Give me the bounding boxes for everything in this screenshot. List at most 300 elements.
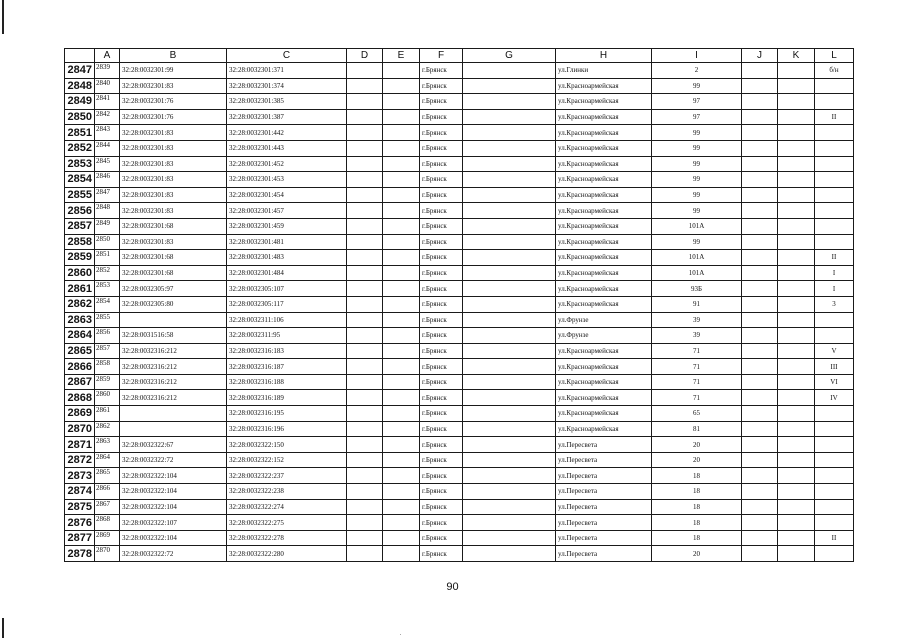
- cell-f[interactable]: г.Брянск: [420, 172, 463, 188]
- cell-c[interactable]: 32:28:0032301:454: [227, 187, 347, 203]
- cell-a[interactable]: 2857: [95, 343, 120, 359]
- cell-d[interactable]: [347, 515, 383, 531]
- cell-k[interactable]: [778, 265, 815, 281]
- cell-e[interactable]: [383, 234, 420, 250]
- cell-h[interactable]: ул.Фрунзе: [556, 312, 652, 328]
- cell-i[interactable]: 39: [652, 328, 742, 344]
- cell-e[interactable]: [383, 172, 420, 188]
- column-header[interactable]: C: [227, 49, 347, 63]
- row-number[interactable]: 2862: [65, 296, 95, 312]
- cell-f[interactable]: г.Брянск: [420, 530, 463, 546]
- cell-f[interactable]: г.Брянск: [420, 281, 463, 297]
- cell-h[interactable]: ул.Красноармейская: [556, 359, 652, 375]
- cell-e[interactable]: [383, 468, 420, 484]
- cell-j[interactable]: [742, 296, 778, 312]
- cell-b[interactable]: 32:28:0032301:83: [120, 187, 227, 203]
- column-header[interactable]: I: [652, 49, 742, 63]
- cell-h[interactable]: ул.Красноармейская: [556, 140, 652, 156]
- cell-l[interactable]: [815, 156, 854, 172]
- cell-a[interactable]: 2867: [95, 499, 120, 515]
- cell-i[interactable]: 65: [652, 406, 742, 422]
- cell-d[interactable]: [347, 156, 383, 172]
- cell-c[interactable]: 32:28:0032301:459: [227, 218, 347, 234]
- cell-g[interactable]: [463, 265, 556, 281]
- cell-k[interactable]: [778, 203, 815, 219]
- cell-a[interactable]: 2861: [95, 406, 120, 422]
- cell-g[interactable]: [463, 234, 556, 250]
- cell-g[interactable]: [463, 437, 556, 453]
- cell-c[interactable]: 32:28:0032322:238: [227, 484, 347, 500]
- cell-k[interactable]: [778, 312, 815, 328]
- cell-c[interactable]: 32:28:0032316:183: [227, 343, 347, 359]
- cell-e[interactable]: [383, 265, 420, 281]
- cell-j[interactable]: [742, 156, 778, 172]
- cell-j[interactable]: [742, 187, 778, 203]
- cell-d[interactable]: [347, 406, 383, 422]
- cell-i[interactable]: 71: [652, 390, 742, 406]
- cell-j[interactable]: [742, 94, 778, 110]
- cell-a[interactable]: 2840: [95, 78, 120, 94]
- cell-h[interactable]: ул.Красноармейская: [556, 218, 652, 234]
- cell-k[interactable]: [778, 187, 815, 203]
- cell-c[interactable]: 32:28:0032322:274: [227, 499, 347, 515]
- cell-i[interactable]: 71: [652, 374, 742, 390]
- cell-k[interactable]: [778, 125, 815, 141]
- cell-k[interactable]: [778, 250, 815, 266]
- cell-e[interactable]: [383, 328, 420, 344]
- cell-f[interactable]: г.Брянск: [420, 484, 463, 500]
- cell-e[interactable]: [383, 421, 420, 437]
- cell-b[interactable]: 32:28:0032301:83: [120, 203, 227, 219]
- cell-e[interactable]: [383, 156, 420, 172]
- cell-h[interactable]: ул.Красноармейская: [556, 343, 652, 359]
- cell-j[interactable]: [742, 250, 778, 266]
- cell-f[interactable]: г.Брянск: [420, 125, 463, 141]
- cell-c[interactable]: 32:28:0032322:275: [227, 515, 347, 531]
- cell-b[interactable]: 32:28:0032322:67: [120, 437, 227, 453]
- cell-h[interactable]: ул.Красноармейская: [556, 421, 652, 437]
- cell-a[interactable]: 2850: [95, 234, 120, 250]
- cell-l[interactable]: VI: [815, 374, 854, 390]
- cell-i[interactable]: 99: [652, 140, 742, 156]
- cell-a[interactable]: 2860: [95, 390, 120, 406]
- cell-l[interactable]: [815, 515, 854, 531]
- cell-b[interactable]: 32:28:0032316:212: [120, 359, 227, 375]
- row-number[interactable]: 2872: [65, 452, 95, 468]
- cell-k[interactable]: [778, 484, 815, 500]
- cell-g[interactable]: [463, 374, 556, 390]
- cell-b[interactable]: 32:28:0032322:72: [120, 452, 227, 468]
- cell-i[interactable]: 97: [652, 109, 742, 125]
- row-number[interactable]: 2850: [65, 109, 95, 125]
- cell-l[interactable]: II: [815, 530, 854, 546]
- cell-k[interactable]: [778, 343, 815, 359]
- cell-j[interactable]: [742, 359, 778, 375]
- cell-d[interactable]: [347, 499, 383, 515]
- cell-f[interactable]: г.Брянск: [420, 374, 463, 390]
- row-number[interactable]: 2864: [65, 328, 95, 344]
- cell-c[interactable]: 32:28:0032316:189: [227, 390, 347, 406]
- column-header[interactable]: K: [778, 49, 815, 63]
- cell-c[interactable]: 32:28:0032301:442: [227, 125, 347, 141]
- cell-d[interactable]: [347, 265, 383, 281]
- cell-i[interactable]: 18: [652, 515, 742, 531]
- cell-k[interactable]: [778, 109, 815, 125]
- cell-g[interactable]: [463, 452, 556, 468]
- cell-c[interactable]: 32:28:0032305:107: [227, 281, 347, 297]
- cell-l[interactable]: [815, 484, 854, 500]
- cell-j[interactable]: [742, 234, 778, 250]
- column-header[interactable]: L: [815, 49, 854, 63]
- cell-a[interactable]: 2855: [95, 312, 120, 328]
- cell-a[interactable]: 2851: [95, 250, 120, 266]
- cell-g[interactable]: [463, 125, 556, 141]
- cell-l[interactable]: б/н: [815, 63, 854, 79]
- cell-c[interactable]: 32:28:0032301:371: [227, 63, 347, 79]
- row-number[interactable]: 2870: [65, 421, 95, 437]
- cell-g[interactable]: [463, 296, 556, 312]
- cell-g[interactable]: [463, 484, 556, 500]
- row-number[interactable]: 2855: [65, 187, 95, 203]
- cell-k[interactable]: [778, 437, 815, 453]
- cell-a[interactable]: 2845: [95, 156, 120, 172]
- cell-d[interactable]: [347, 452, 383, 468]
- cell-b[interactable]: 32:28:0032305:80: [120, 296, 227, 312]
- cell-i[interactable]: 18: [652, 499, 742, 515]
- cell-k[interactable]: [778, 156, 815, 172]
- cell-a[interactable]: 2863: [95, 437, 120, 453]
- cell-l[interactable]: [815, 421, 854, 437]
- cell-j[interactable]: [742, 515, 778, 531]
- cell-k[interactable]: [778, 78, 815, 94]
- cell-j[interactable]: [742, 140, 778, 156]
- cell-h[interactable]: ул.Красноармейская: [556, 406, 652, 422]
- row-number[interactable]: 2861: [65, 281, 95, 297]
- cell-i[interactable]: 99: [652, 203, 742, 219]
- cell-f[interactable]: г.Брянск: [420, 187, 463, 203]
- cell-d[interactable]: [347, 234, 383, 250]
- cell-h[interactable]: ул.Красноармейская: [556, 265, 652, 281]
- cell-h[interactable]: ул.Красноармейская: [556, 187, 652, 203]
- column-header[interactable]: H: [556, 49, 652, 63]
- cell-g[interactable]: [463, 218, 556, 234]
- row-number[interactable]: 2867: [65, 374, 95, 390]
- cell-f[interactable]: г.Брянск: [420, 109, 463, 125]
- cell-l[interactable]: III: [815, 359, 854, 375]
- cell-b[interactable]: 32:28:0032301:83: [120, 78, 227, 94]
- cell-e[interactable]: [383, 546, 420, 562]
- cell-g[interactable]: [463, 343, 556, 359]
- cell-f[interactable]: г.Брянск: [420, 546, 463, 562]
- cell-g[interactable]: [463, 187, 556, 203]
- cell-k[interactable]: [778, 281, 815, 297]
- cell-c[interactable]: 32:28:0032322:152: [227, 452, 347, 468]
- cell-i[interactable]: 99: [652, 234, 742, 250]
- cell-b[interactable]: 32:28:0032301:76: [120, 94, 227, 110]
- cell-j[interactable]: [742, 484, 778, 500]
- cell-i[interactable]: 2: [652, 63, 742, 79]
- cell-g[interactable]: [463, 499, 556, 515]
- cell-j[interactable]: [742, 78, 778, 94]
- cell-c[interactable]: 32:28:0032301:457: [227, 203, 347, 219]
- cell-l[interactable]: [815, 406, 854, 422]
- cell-h[interactable]: ул.Пересвета: [556, 437, 652, 453]
- cell-h[interactable]: ул.Пересвета: [556, 484, 652, 500]
- cell-h[interactable]: ул.Красноармейская: [556, 78, 652, 94]
- cell-f[interactable]: г.Брянск: [420, 218, 463, 234]
- cell-e[interactable]: [383, 94, 420, 110]
- cell-k[interactable]: [778, 218, 815, 234]
- cell-a[interactable]: 2849: [95, 218, 120, 234]
- cell-b[interactable]: 32:28:0032316:212: [120, 374, 227, 390]
- cell-d[interactable]: [347, 63, 383, 79]
- cell-b[interactable]: 32:28:0032322:107: [120, 515, 227, 531]
- cell-f[interactable]: г.Брянск: [420, 437, 463, 453]
- cell-c[interactable]: 32:28:0032316:195: [227, 406, 347, 422]
- cell-c[interactable]: 32:28:0032311:106: [227, 312, 347, 328]
- cell-g[interactable]: [463, 250, 556, 266]
- cell-k[interactable]: [778, 515, 815, 531]
- cell-l[interactable]: [815, 328, 854, 344]
- cell-l[interactable]: V: [815, 343, 854, 359]
- cell-l[interactable]: [815, 499, 854, 515]
- column-header[interactable]: J: [742, 49, 778, 63]
- cell-c[interactable]: 32:28:0032301:453: [227, 172, 347, 188]
- cell-f[interactable]: г.Брянск: [420, 312, 463, 328]
- cell-a[interactable]: 2842: [95, 109, 120, 125]
- cell-j[interactable]: [742, 312, 778, 328]
- cell-k[interactable]: [778, 530, 815, 546]
- cell-j[interactable]: [742, 452, 778, 468]
- row-number[interactable]: 2851: [65, 125, 95, 141]
- cell-i[interactable]: 91: [652, 296, 742, 312]
- cell-c[interactable]: 32:28:0032322:280: [227, 546, 347, 562]
- cell-h[interactable]: ул.Красноармейская: [556, 250, 652, 266]
- row-number[interactable]: 2874: [65, 484, 95, 500]
- cell-c[interactable]: 32:28:0032301:483: [227, 250, 347, 266]
- cell-c[interactable]: 32:28:0032301:387: [227, 109, 347, 125]
- cell-b[interactable]: 32:28:0032316:212: [120, 343, 227, 359]
- cell-j[interactable]: [742, 172, 778, 188]
- column-header[interactable]: G: [463, 49, 556, 63]
- cell-d[interactable]: [347, 530, 383, 546]
- cell-k[interactable]: [778, 296, 815, 312]
- cell-i[interactable]: 99: [652, 187, 742, 203]
- cell-c[interactable]: 32:28:0032316:188: [227, 374, 347, 390]
- row-number[interactable]: 2848: [65, 78, 95, 94]
- cell-b[interactable]: 32:28:0032322:104: [120, 499, 227, 515]
- cell-b[interactable]: 32:28:0032322:104: [120, 530, 227, 546]
- cell-h[interactable]: ул.Красноармейская: [556, 94, 652, 110]
- cell-g[interactable]: [463, 359, 556, 375]
- cell-l[interactable]: [815, 78, 854, 94]
- cell-a[interactable]: 2866: [95, 484, 120, 500]
- row-number[interactable]: 2849: [65, 94, 95, 110]
- cell-a[interactable]: 2856: [95, 328, 120, 344]
- cell-e[interactable]: [383, 499, 420, 515]
- cell-b[interactable]: 32:28:0032301:68: [120, 265, 227, 281]
- cell-f[interactable]: г.Брянск: [420, 421, 463, 437]
- cell-f[interactable]: г.Брянск: [420, 359, 463, 375]
- cell-f[interactable]: г.Брянск: [420, 94, 463, 110]
- cell-b[interactable]: 32:28:0032301:83: [120, 156, 227, 172]
- row-number[interactable]: 2871: [65, 437, 95, 453]
- cell-b[interactable]: 32:28:0032301:99: [120, 63, 227, 79]
- cell-i[interactable]: 101А: [652, 250, 742, 266]
- cell-b[interactable]: 32:28:0032301:83: [120, 140, 227, 156]
- cell-c[interactable]: 32:28:0032322:237: [227, 468, 347, 484]
- cell-l[interactable]: II: [815, 250, 854, 266]
- cell-f[interactable]: г.Брянск: [420, 452, 463, 468]
- cell-g[interactable]: [463, 140, 556, 156]
- cell-h[interactable]: ул.Пересвета: [556, 452, 652, 468]
- cell-f[interactable]: г.Брянск: [420, 468, 463, 484]
- cell-i[interactable]: 18: [652, 468, 742, 484]
- cell-j[interactable]: [742, 421, 778, 437]
- cell-j[interactable]: [742, 218, 778, 234]
- cell-a[interactable]: 2868: [95, 515, 120, 531]
- cell-f[interactable]: г.Брянск: [420, 265, 463, 281]
- cell-d[interactable]: [347, 125, 383, 141]
- row-number[interactable]: 2875: [65, 499, 95, 515]
- cell-i[interactable]: 99: [652, 78, 742, 94]
- cell-b[interactable]: [120, 421, 227, 437]
- cell-j[interactable]: [742, 437, 778, 453]
- cell-e[interactable]: [383, 312, 420, 328]
- cell-c[interactable]: 32:28:0032305:117: [227, 296, 347, 312]
- cell-e[interactable]: [383, 484, 420, 500]
- cell-a[interactable]: 2865: [95, 468, 120, 484]
- cell-g[interactable]: [463, 328, 556, 344]
- cell-f[interactable]: г.Брянск: [420, 140, 463, 156]
- cell-g[interactable]: [463, 421, 556, 437]
- cell-k[interactable]: [778, 374, 815, 390]
- cell-k[interactable]: [778, 140, 815, 156]
- cell-f[interactable]: г.Брянск: [420, 234, 463, 250]
- cell-e[interactable]: [383, 63, 420, 79]
- cell-k[interactable]: [778, 63, 815, 79]
- cell-h[interactable]: ул.Красноармейская: [556, 203, 652, 219]
- cell-a[interactable]: 2848: [95, 203, 120, 219]
- cell-d[interactable]: [347, 359, 383, 375]
- cell-c[interactable]: 32:28:0032301:452: [227, 156, 347, 172]
- cell-b[interactable]: 32:28:0032301:83: [120, 172, 227, 188]
- row-number[interactable]: 2853: [65, 156, 95, 172]
- cell-j[interactable]: [742, 499, 778, 515]
- cell-i[interactable]: 18: [652, 484, 742, 500]
- cell-e[interactable]: [383, 109, 420, 125]
- cell-e[interactable]: [383, 140, 420, 156]
- cell-d[interactable]: [347, 187, 383, 203]
- cell-a[interactable]: 2853: [95, 281, 120, 297]
- cell-j[interactable]: [742, 546, 778, 562]
- cell-l[interactable]: I: [815, 265, 854, 281]
- cell-i[interactable]: 93Б: [652, 281, 742, 297]
- row-number[interactable]: 2857: [65, 218, 95, 234]
- cell-l[interactable]: [815, 234, 854, 250]
- row-number[interactable]: 2852: [65, 140, 95, 156]
- cell-b[interactable]: 32:28:0032301:83: [120, 125, 227, 141]
- cell-d[interactable]: [347, 437, 383, 453]
- cell-h[interactable]: ул.Пересвета: [556, 530, 652, 546]
- cell-a[interactable]: 2858: [95, 359, 120, 375]
- cell-f[interactable]: г.Брянск: [420, 515, 463, 531]
- cell-j[interactable]: [742, 328, 778, 344]
- cell-g[interactable]: [463, 109, 556, 125]
- cell-h[interactable]: ул.Фрунзе: [556, 328, 652, 344]
- cell-k[interactable]: [778, 328, 815, 344]
- cell-b[interactable]: 32:28:0032316:212: [120, 390, 227, 406]
- cell-c[interactable]: 32:28:0032301:385: [227, 94, 347, 110]
- cell-l[interactable]: [815, 218, 854, 234]
- cell-d[interactable]: [347, 250, 383, 266]
- cell-b[interactable]: 32:28:0032322:104: [120, 484, 227, 500]
- cell-k[interactable]: [778, 172, 815, 188]
- cell-b[interactable]: 32:28:0032301:68: [120, 250, 227, 266]
- column-header[interactable]: E: [383, 49, 420, 63]
- cell-d[interactable]: [347, 109, 383, 125]
- cell-d[interactable]: [347, 390, 383, 406]
- cell-g[interactable]: [463, 546, 556, 562]
- cell-a[interactable]: 2864: [95, 452, 120, 468]
- cell-i[interactable]: 18: [652, 530, 742, 546]
- row-number[interactable]: 2859: [65, 250, 95, 266]
- cell-f[interactable]: г.Брянск: [420, 328, 463, 344]
- cell-e[interactable]: [383, 530, 420, 546]
- cell-l[interactable]: [815, 312, 854, 328]
- column-header[interactable]: A: [95, 49, 120, 63]
- cell-l[interactable]: [815, 203, 854, 219]
- cell-i[interactable]: 20: [652, 546, 742, 562]
- cell-a[interactable]: 2869: [95, 530, 120, 546]
- row-number[interactable]: 2865: [65, 343, 95, 359]
- cell-e[interactable]: [383, 203, 420, 219]
- column-header[interactable]: D: [347, 49, 383, 63]
- cell-j[interactable]: [742, 390, 778, 406]
- cell-d[interactable]: [347, 78, 383, 94]
- cell-e[interactable]: [383, 343, 420, 359]
- cell-i[interactable]: 71: [652, 359, 742, 375]
- cell-l[interactable]: [815, 437, 854, 453]
- cell-c[interactable]: 32:28:0032316:187: [227, 359, 347, 375]
- cell-j[interactable]: [742, 374, 778, 390]
- cell-h[interactable]: ул.Красноармейская: [556, 109, 652, 125]
- cell-d[interactable]: [347, 312, 383, 328]
- cell-a[interactable]: 2847: [95, 187, 120, 203]
- cell-k[interactable]: [778, 468, 815, 484]
- cell-k[interactable]: [778, 499, 815, 515]
- cell-l[interactable]: [815, 546, 854, 562]
- cell-a[interactable]: 2862: [95, 421, 120, 437]
- cell-i[interactable]: 20: [652, 437, 742, 453]
- cell-f[interactable]: г.Брянск: [420, 406, 463, 422]
- row-number[interactable]: 2858: [65, 234, 95, 250]
- cell-d[interactable]: [347, 296, 383, 312]
- cell-f[interactable]: г.Брянск: [420, 390, 463, 406]
- cell-e[interactable]: [383, 515, 420, 531]
- cell-j[interactable]: [742, 203, 778, 219]
- cell-l[interactable]: 3: [815, 296, 854, 312]
- cell-h[interactable]: ул.Глинки: [556, 63, 652, 79]
- cell-j[interactable]: [742, 125, 778, 141]
- cell-d[interactable]: [347, 546, 383, 562]
- cell-d[interactable]: [347, 343, 383, 359]
- cell-k[interactable]: [778, 406, 815, 422]
- cell-d[interactable]: [347, 140, 383, 156]
- cell-g[interactable]: [463, 468, 556, 484]
- cell-f[interactable]: г.Брянск: [420, 78, 463, 94]
- cell-i[interactable]: 101А: [652, 218, 742, 234]
